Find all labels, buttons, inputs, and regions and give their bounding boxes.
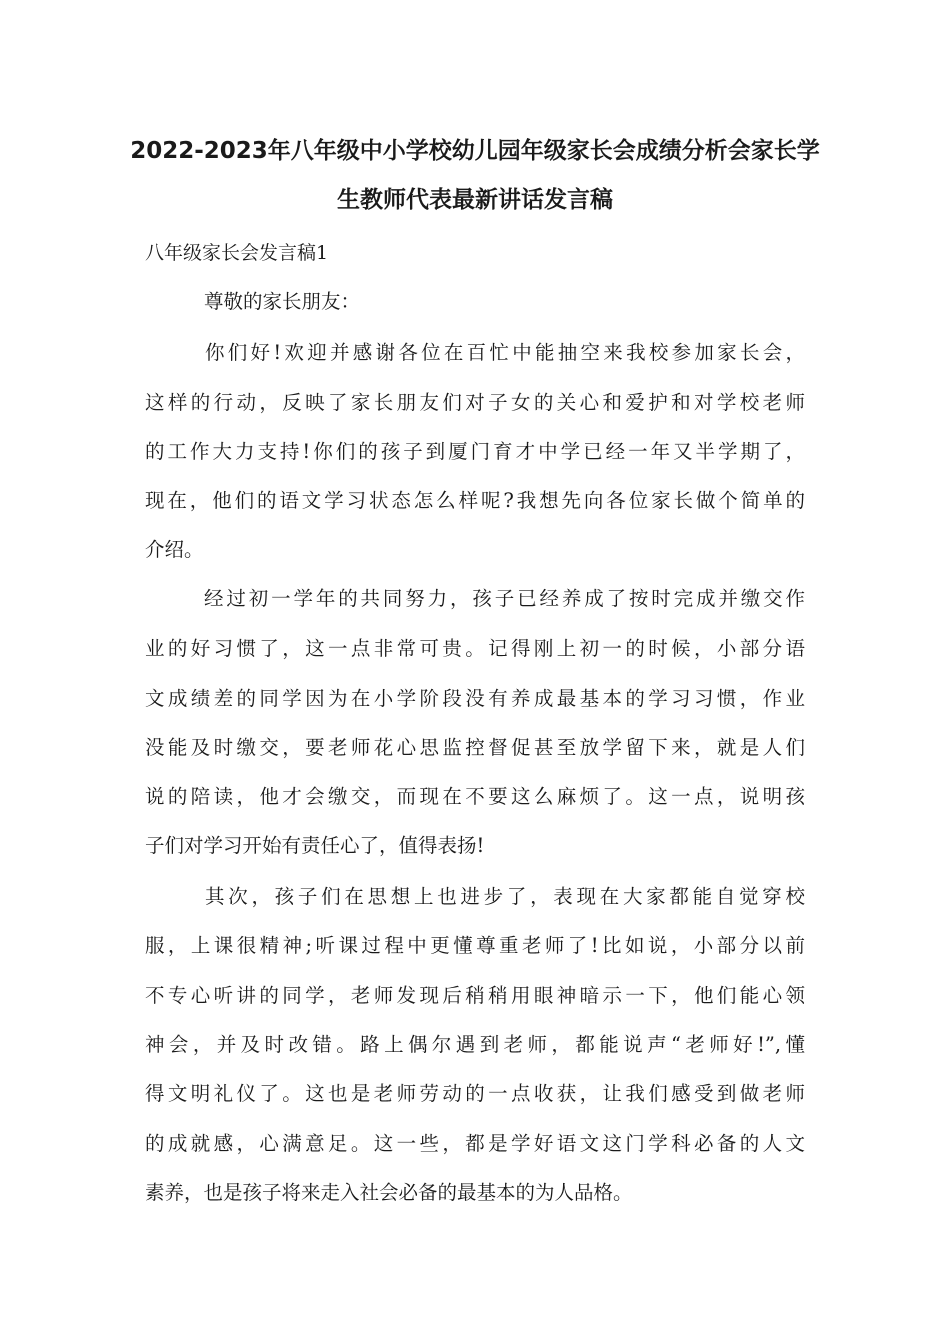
paragraph-line: 介绍。	[145, 538, 204, 561]
paragraph-line: 其次，孩子们在思想上也进步了，表现在大家都能自觉穿校	[205, 885, 805, 908]
paragraph-line: 经过初一学年的共同努力，孩子已经养成了按时完成并缴交作	[204, 587, 805, 610]
document-title-line-1: 2022-2023年八年级中小学校幼儿园年级家长会成绩分析会家长学	[130, 138, 820, 164]
paragraph-line: 没能及时缴交，要老师花心思监控督促甚至放学留下来，就是人们	[145, 736, 805, 759]
paragraph-line: 说的陪读，他才会缴交，而现在不要这么麻烦了。这一点，说明孩	[145, 785, 805, 808]
salutation: 尊敬的家长朋友：	[204, 290, 361, 313]
paragraph-line: 子们对学习开始有责任心了，值得表扬!	[145, 834, 485, 857]
paragraph-line: 得文明礼仪了。这也是老师劳动的一点收获，让我们感受到做老师	[145, 1082, 805, 1105]
section-heading: 八年级家长会发言稿1	[145, 242, 329, 264]
paragraph-line: 素养，也是孩子将来走入社会必备的最基本的为人品格。	[145, 1181, 633, 1204]
paragraph-line: 不专心听讲的同学，老师发现后稍稍用眼神暗示一下，他们能心领	[145, 984, 805, 1007]
paragraph-line: 的成就感，心满意足。这一些，都是学好语文这门学科必备的人文	[145, 1132, 805, 1155]
paragraph-line: 业的好习惯了，这一点非常可贵。记得刚上初一的时候，小部分语	[145, 637, 805, 660]
paragraph-line: 你们好!欢迎并感谢各位在百忙中能抽空来我校参加家长会，	[205, 341, 805, 364]
paragraph-line: 这样的行动，反映了家长朋友们对子女的关心和爱护和对学校老师	[145, 391, 805, 414]
paragraph-line: 现在，他们的语文学习状态怎么样呢?我想先向各位家长做个简单的	[145, 489, 805, 512]
paragraph-line: 服，上课很精神;听课过程中更懂尊重老师了!比如说，小部分以前	[145, 934, 805, 957]
paragraph-line: 文成绩差的同学因为在小学阶段没有养成最基本的学习习惯，作业	[145, 687, 805, 710]
paragraph-line: 神会，并及时改错。路上偶尔遇到老师，都能说声“老师好!”,懂	[145, 1033, 805, 1056]
document-title-line-2: 生教师代表最新讲话发言稿	[337, 187, 613, 213]
paragraph-line: 的工作大力支持!你们的孩子到厦门育才中学已经一年又半学期了，	[145, 440, 805, 463]
